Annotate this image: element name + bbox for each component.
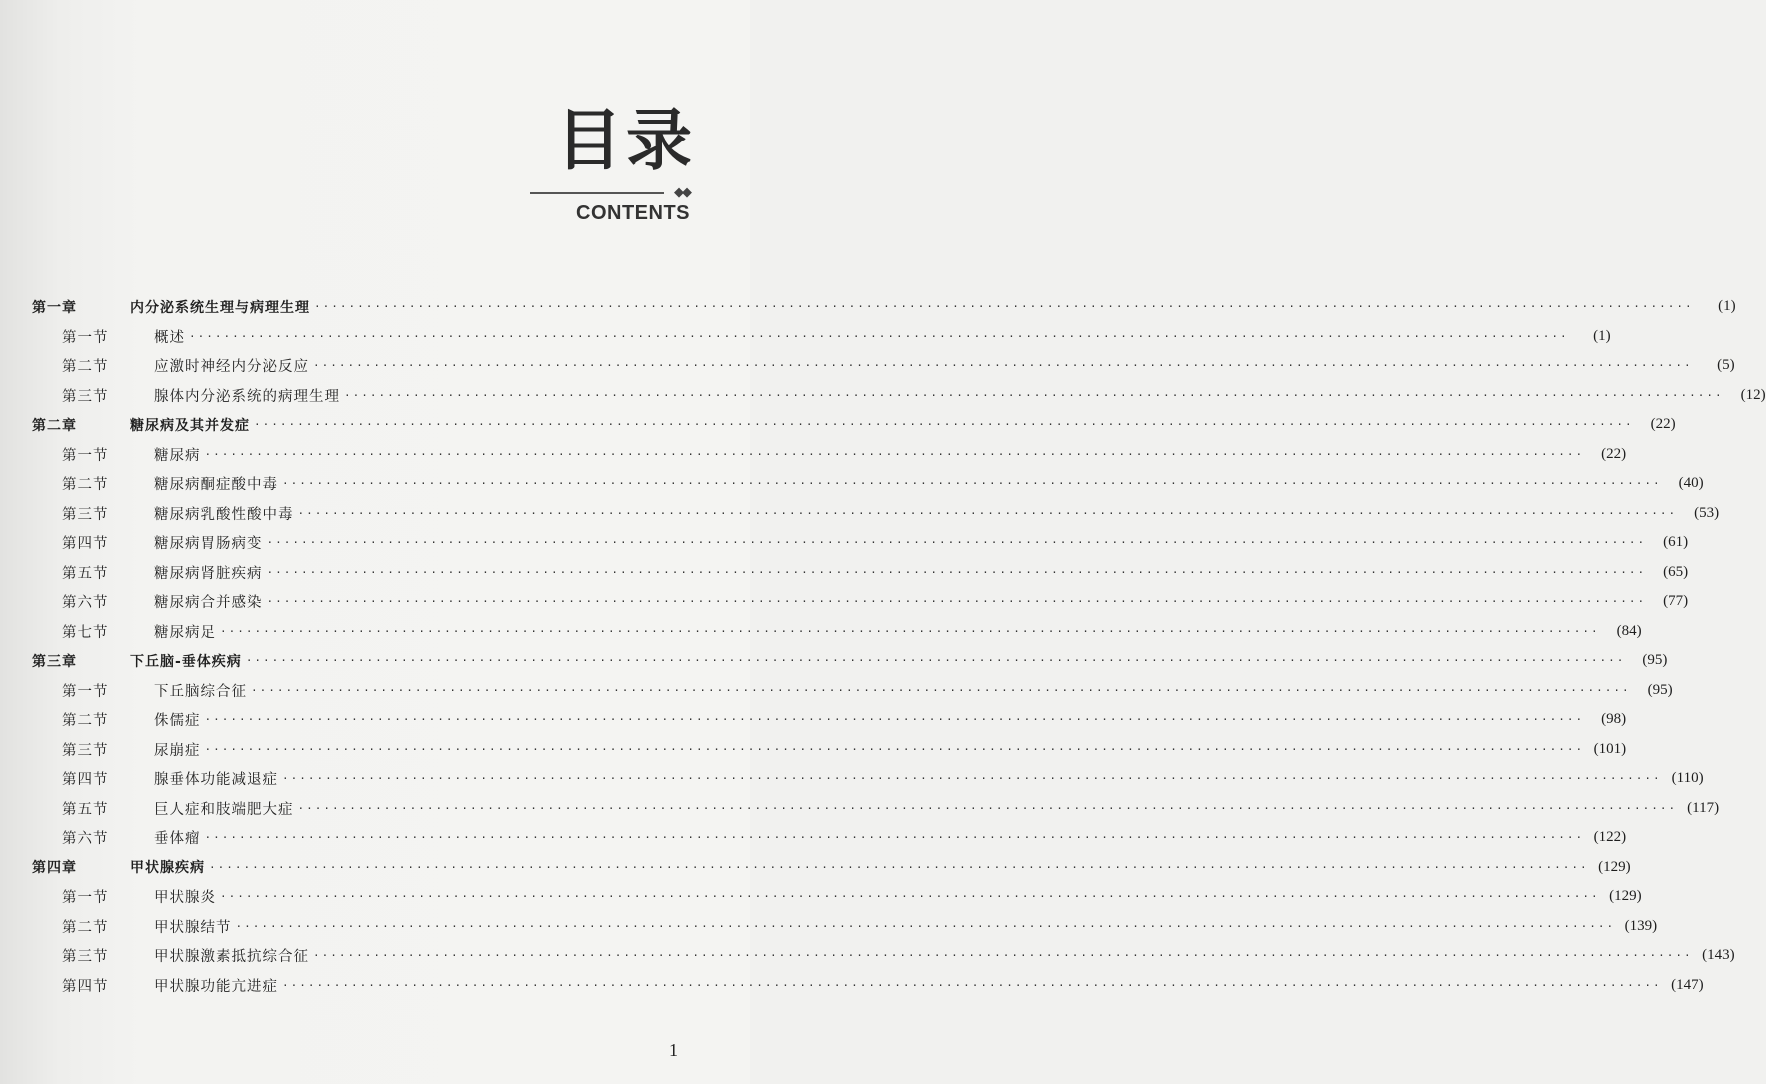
toc-section-entry[interactable] [32, 764, 1704, 794]
entry-title: 甲状腺结节 [154, 919, 232, 936]
toc-header [530, 102, 696, 225]
entry-page: (95) [1642, 652, 1668, 669]
entry-number: 第三章 [32, 653, 77, 670]
entry-page: (61) [1663, 534, 1689, 551]
entry-title: 糖尿病胃肠病变 [154, 536, 263, 553]
dot-leader: ································································································································································ [251, 683, 1631, 697]
entry-page: (129) [1609, 888, 1642, 905]
toc-section-entry[interactable] [32, 587, 1689, 617]
dot-leader: ································································································································································ [266, 565, 1647, 579]
entry-number: 第三节 [62, 506, 109, 523]
entry-number: 第三节 [62, 388, 109, 405]
entry-number: 第一节 [62, 447, 109, 464]
dot-leader: ································································································································································ [245, 654, 1626, 668]
toc-section-entry[interactable] [32, 469, 1704, 499]
toc-section-entry[interactable] [32, 528, 1689, 558]
toc-section-entry[interactable] [32, 971, 1704, 1001]
dot-leader: ································································································································································ [282, 978, 1662, 992]
entry-page: (40) [1678, 475, 1704, 492]
entry-number: 第四节 [62, 978, 109, 995]
toc-section-entry[interactable] [32, 351, 1735, 381]
entry-number: 第六节 [62, 831, 109, 848]
entry-page: (65) [1663, 563, 1689, 580]
entry-number: 第二节 [62, 359, 109, 376]
entry-page: (53) [1694, 504, 1720, 521]
toc-section-entry[interactable] [32, 499, 1720, 529]
entry-title: 甲状腺激素抵抗综合征 [154, 949, 309, 966]
entry-title: 甲状腺炎 [154, 890, 216, 907]
dot-leader: ································································································································································ [282, 477, 1662, 491]
entry-page: (95) [1647, 681, 1673, 698]
entry-page: (139) [1624, 917, 1658, 934]
entry-number: 第二节 [62, 713, 109, 730]
dot-leader: ································································································································································ [313, 359, 1693, 373]
toc-chapter-entry[interactable] [32, 292, 1736, 322]
entry-title: 腺体内分泌系统的病理生理 [154, 388, 340, 405]
toc-section-entry[interactable] [32, 794, 1720, 824]
dot-leader: ································································································································································ [297, 801, 1678, 815]
entry-number: 第二章 [32, 417, 77, 434]
entry-number: 第一节 [62, 890, 109, 907]
entry-number: 第四节 [62, 772, 109, 789]
page-subtitle: CONTENTS [576, 202, 690, 224]
page-number: 1 [669, 1040, 678, 1060]
entry-number: 第一节 [62, 329, 109, 346]
toc-section-entry[interactable] [32, 322, 1611, 352]
toc-chapter-entry[interactable] [32, 646, 1668, 676]
entry-number: 第四节 [62, 536, 109, 553]
entry-title: 下丘脑-垂体疾病 [130, 653, 242, 670]
table-of-contents [32, 292, 1766, 1000]
toc-chapter-entry[interactable] [32, 410, 1676, 440]
entry-title: 糖尿病 [154, 447, 201, 464]
entry-page: (110) [1671, 770, 1704, 787]
dot-leader: ································································································································································ [314, 300, 1694, 314]
entry-number: 第五节 [62, 565, 109, 582]
rule-line [530, 192, 664, 194]
dot-leader: ································································································································································ [204, 447, 1585, 461]
dot-leader: ································································································································································ [266, 536, 1647, 550]
entry-number: 第六节 [62, 595, 109, 612]
entry-page: (12) [1740, 386, 1766, 403]
dot-leader: ································································································································································ [235, 919, 1616, 933]
entry-title: 垂体瘤 [154, 831, 201, 848]
entry-title: 甲状腺疾病 [130, 860, 205, 877]
entry-title: 内分泌系统生理与病理生理 [130, 299, 310, 316]
dot-leader: ································································································································································ [204, 742, 1585, 756]
entry-number: 第四章 [32, 860, 77, 877]
toc-section-entry[interactable] [32, 705, 1627, 735]
entry-title: 糖尿病肾脏疾病 [154, 565, 263, 582]
entry-number: 第五节 [62, 801, 109, 818]
toc-section-entry[interactable] [32, 676, 1673, 706]
entry-title: 下丘脑综合征 [154, 683, 247, 700]
entry-title: 腺垂体功能减退症 [154, 772, 278, 789]
entry-title: 甲状腺功能亢进症 [154, 978, 278, 995]
entry-number: 第二节 [62, 919, 109, 936]
toc-section-entry[interactable] [32, 440, 1627, 470]
entry-page: (1) [1593, 327, 1611, 344]
entry-page: (143) [1702, 947, 1735, 964]
dot-leader: ································································································································································ [297, 506, 1678, 520]
dot-leader: ································································································································································ [254, 418, 1634, 432]
entry-title: 糖尿病及其并发症 [130, 417, 250, 434]
entry-number: 第一节 [62, 683, 109, 700]
entry-number: 第三节 [62, 949, 109, 966]
dot-leader: ································································································································································ [220, 624, 1600, 638]
entry-page: (77) [1663, 593, 1689, 610]
entry-number: 第三节 [62, 742, 109, 759]
entry-title: 侏儒症 [154, 713, 201, 730]
entry-page: (122) [1593, 829, 1627, 846]
entry-page: (117) [1687, 799, 1720, 816]
entry-title: 糖尿病合并感染 [154, 595, 263, 612]
dot-leader: ································································································································································ [204, 713, 1585, 727]
entry-page: (84) [1616, 622, 1642, 639]
entry-page: (22) [1601, 445, 1627, 462]
title-rule [530, 186, 690, 200]
entry-page: (22) [1650, 416, 1676, 433]
entry-number: 第二节 [62, 477, 109, 494]
dot-leader: ································································································································································ [209, 860, 1589, 874]
entry-page: (101) [1593, 740, 1627, 757]
dot-leader: ································································································································································ [220, 890, 1600, 904]
entry-title: 糖尿病酮症酸中毒 [154, 477, 278, 494]
toc-section-entry[interactable] [32, 882, 1642, 912]
entry-title: 糖尿病足 [154, 624, 216, 641]
entry-page: (5) [1717, 357, 1735, 374]
toc-section-entry[interactable] [32, 558, 1689, 588]
dot-leader: ································································································································································ [204, 831, 1585, 845]
entry-page: (129) [1598, 858, 1631, 875]
toc-section-entry[interactable] [32, 381, 1766, 411]
entry-title: 巨人症和肢端肥大症 [154, 801, 294, 818]
diamond-ornament-icon: ◆◆ [674, 185, 690, 200]
entry-number: 第一章 [32, 299, 77, 316]
entry-title: 尿崩症 [154, 742, 201, 759]
toc-section-entry[interactable] [32, 823, 1627, 853]
toc-section-entry[interactable] [32, 941, 1735, 971]
entry-title: 应激时神经内分泌反应 [154, 359, 309, 376]
entry-page: (98) [1601, 711, 1627, 728]
toc-section-entry[interactable] [32, 912, 1658, 942]
dot-leader: ································································································································································ [266, 595, 1647, 609]
entry-title: 糖尿病乳酸性酸中毒 [154, 506, 294, 523]
entry-number: 第七节 [62, 624, 109, 641]
toc-chapter-entry[interactable] [32, 853, 1631, 883]
toc-section-entry[interactable] [32, 735, 1627, 765]
entry-page: (147) [1671, 976, 1704, 993]
toc-section-entry[interactable] [32, 617, 1642, 647]
dot-leader: ································································································································································ [344, 388, 1724, 402]
dot-leader: ································································································································································ [189, 329, 1569, 343]
dot-leader: ································································································································································ [313, 949, 1693, 963]
dot-leader: ································································································································································ [282, 772, 1662, 786]
entry-page: (1) [1718, 298, 1736, 315]
page-title: 目录 [556, 102, 696, 179]
entry-title: 概述 [154, 329, 185, 346]
